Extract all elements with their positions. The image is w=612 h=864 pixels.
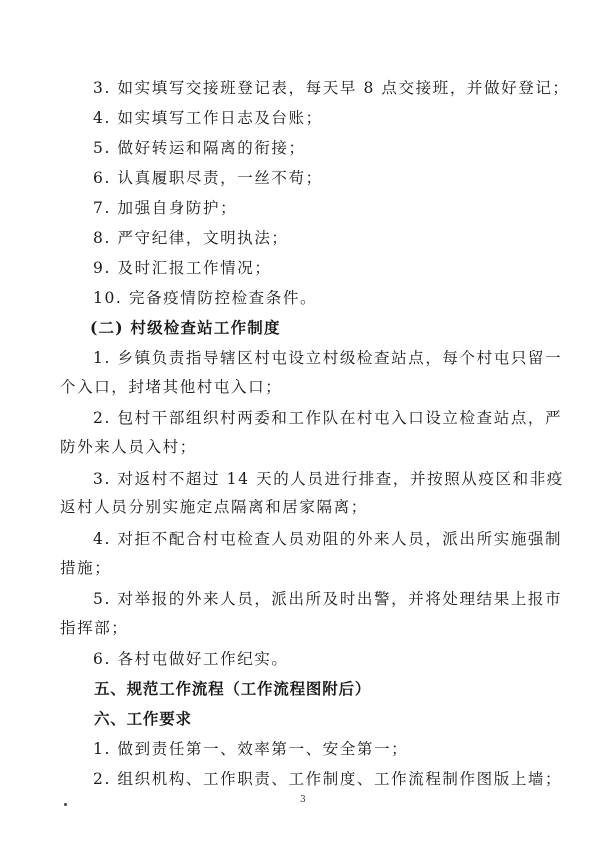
village-rule-3-cont: 返村人员分别实施定点隔离和居家隔离； [60,498,368,516]
rule-item-3: 3. 如实填写交接班登记表，每天早 8 点交接班，并做好登记； [93,79,570,97]
village-rule-2-cont: 防外来人员入村； [60,438,197,456]
rule-item-6: 6. 认真履职尽责，一丝不苟； [93,169,323,187]
rule-item-9: 9. 及时汇报工作情况； [93,259,272,277]
village-rule-3: 3. 对返村不超过 14 天的人员进行排查，并按照从疫区和非疫 [93,470,564,488]
rule-item-4: 4. 如实填写工作日志及台账； [93,109,323,127]
village-rule-1: 1. 乡镇负责指导辖区村屯设立村级检查站点，每个村屯只留一 [93,349,563,367]
village-rule-4: 4. 对拒不配合村屯检查人员劝阻的外来人员，派出所实施强制 [93,530,563,548]
requirement-2: 2. 组织机构、工作职责、工作制度、工作流程制作图版上墙； [93,770,563,788]
village-rule-6: 6. 各村屯做好工作纪实。 [93,650,289,668]
village-rule-5: 5. 对举报的外来人员，派出所及时出警，并将处理结果上报市 [93,590,563,608]
subsection-title: (二) 村级检查站工作制度 [90,318,281,337]
village-rule-1-cont: 个入口，封堵其他村屯入口； [60,378,283,396]
rule-item-8: 8. 严守纪律，文明执法； [93,229,289,247]
village-rule-4-cont: 措施； [60,559,112,577]
rule-item-5: 5. 做好转运和隔离的衔接； [93,139,306,157]
section-heading-6: 六、工作要求 [94,710,192,728]
section-heading-5: 五、规范工作流程（工作流程图附后） [94,680,372,698]
rule-item-7: 7. 加强自身防护； [93,199,238,217]
village-rule-2: 2. 包村干部组织村两委和工作队在村屯入口设立检查站点，严 [93,409,563,427]
rule-item-10: 10. 完备疫情防控检查条件。 [93,289,318,307]
page-number: 3 [300,795,306,805]
village-rule-5-cont: 指挥部； [60,619,129,637]
margin-dot [64,803,67,806]
requirement-1: 1. 做到责任第一、效率第一、安全第一； [93,740,409,758]
